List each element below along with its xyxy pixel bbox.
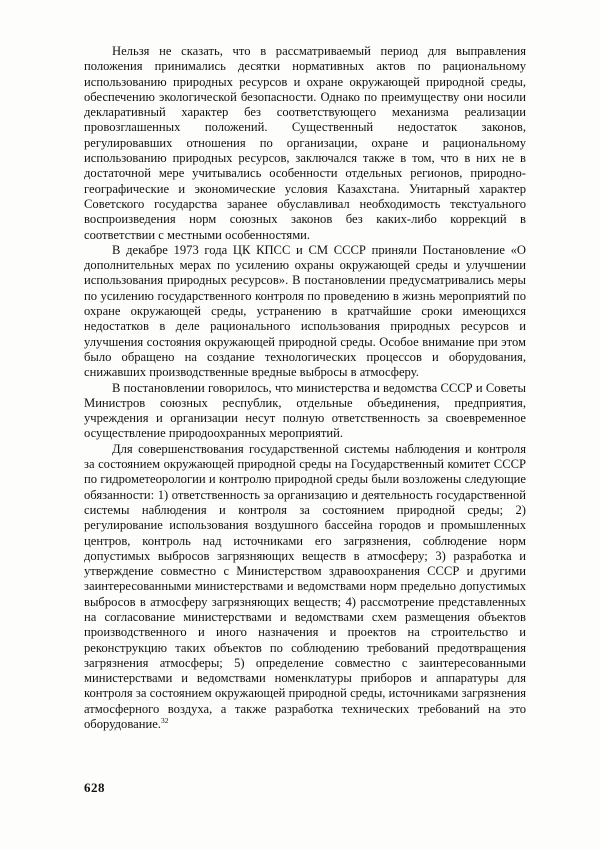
page-number: 628 <box>84 780 105 795</box>
body-text <box>84 44 526 732</box>
paragraph-3: В постановлении говорилось, что министерства и ведомства СССР и Советы Министров союзных республик, отдельные объединения, предприятия, учреждения и организации несут полную ответственность за своевременное осуществление природоохранных мероприятий. <box>84 380 526 441</box>
paragraph-4-text: Для совершенствования государственной системы наблюдения и контроля за состоянием окружающей природной среды на Государственный комитет СССР по гидрометеорологии и контролю природной среды были возложены следующие обязанности: 1) ответственность за организацию и деятельность государственной системы наблюдения и контроля за состоянием природной среды; 2) регулирование использования воздушного бассейна городов и промышленных центров, контроль над источниками его загрязнения, соблюдение норм допустимых выбросов загрязняющих веществ в атмосферу; 3) разработка и утверждение совместно с Министерством здравоохранения СССР и другими заинтересованными министерствами и ведомствами норм предельно допустимых выбросов в атмосферу загрязняющих веществ; 4) рассмотрение представленных на согласование министерствами и ведомствами схем размещения объектов производственного и иного назначения и проектов на строительство и реконструкцию таких объектов по соблюдению требований предотвращения загрязнения атмосферы; 5) определение совместно с заинтересованными министерствами и ведомствами номенклатуры приборов и аппаратуры для контроля за состоянием окружающей природной среды, источниками загрязнения атмосферного воздуха, а также разработка технических требований на это оборудование. <box>84 441 526 732</box>
footnote-reference: 32 <box>160 715 169 725</box>
paragraph-1: Нельзя не сказать, что в рассматриваемый период для выправления положения принимались десятки нормативных актов по рациональному использованию природных ресурсов и охране окружающей природной среды, обеспечению экологической безопасности. Однако по преимуществу они носили декларативный характер без соответствующего механизма реализации провозглашенных положений. Существенный недостаток законов, регулировавших отношения по организации, охране и рациональному использованию природных ресурсов, заключался также в том, что в них не в достаточной мере учитывались особенности отдельных регионов, природно-географические и экономические условия Казахстана. Унитарный характер Советского государства заранее обуславливал необходимость текстуального воспроизведения норм союзных законов без каких-либо коррекций в соответствии с местными особенностями. <box>84 44 526 242</box>
paragraph-4 <box>84 442 526 733</box>
paragraph-2: В декабре 1973 года ЦК КПСС и СМ СССР приняли Постановление «О дополнительных мерах по усилению охраны окружающей среды и улучшении использования природных ресурсов». В постановлении предусматривались меры по усилению государственного контроля по проведению в жизнь мероприятий по охране окружающей среды, устранению в кратчайшие сроки имеющихся недостатков в деле рационального использования природных ресурсов и улучшения состояния окружающей природной среды. Особое внимание при этом было обращено на создание технологических процессов и оборудования, снижавших производственные вредные выбросы в атмосферу. <box>84 242 526 380</box>
